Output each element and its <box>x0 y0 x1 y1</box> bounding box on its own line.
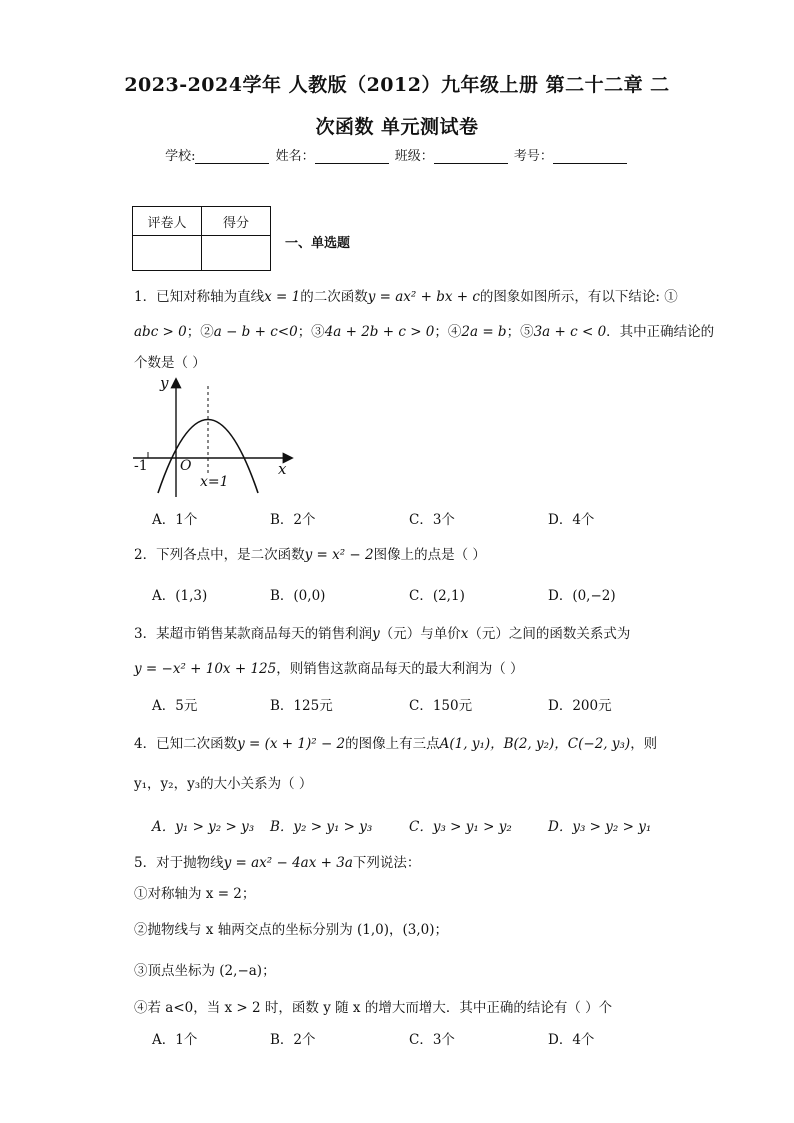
graph-origin-label: O <box>180 458 192 474</box>
class-field[interactable] <box>434 149 508 164</box>
q2-option-b[interactable]: B．(0,0) <box>270 588 326 604</box>
q1-text-a: 1．已知对称轴为直线 <box>134 289 265 305</box>
q1-option-a[interactable]: A．1个 <box>152 512 198 528</box>
q3-option-d[interactable]: D．200元 <box>548 698 612 714</box>
q5-text-a: 5．对于抛物线 <box>134 855 224 871</box>
q1-text-d: ．其中正确结论的 <box>606 324 715 340</box>
q1-c2: a − b + c<0 <box>213 324 298 340</box>
q1-option-b[interactable]: B．2个 <box>270 512 316 528</box>
q1-line3: 个数是（ ） <box>134 355 206 371</box>
q1-option-d[interactable]: D．4个 <box>548 512 595 528</box>
q3-x: x <box>460 626 469 642</box>
q5-statement-4: ④若 a<0，当 x > 2 时，函数 y 随 x 的增大而增大．其中正确的结论有（ ）个 <box>134 1000 613 1016</box>
school-field[interactable] <box>195 149 269 164</box>
graph-neg1-label: -1 <box>134 458 148 474</box>
q3-y: y <box>372 626 380 642</box>
q4-text-b: 的图像上有三点 <box>345 736 440 752</box>
grader-cell[interactable] <box>133 236 202 271</box>
q4-text-c: ，则 <box>630 736 658 752</box>
q3-line1 <box>134 622 630 642</box>
q4-option-a[interactable]: A．y₁ > y₂ > y₃ <box>152 819 255 835</box>
q4-points: A(1, y₁)，B(2, y₂)，C(−2, y₃) <box>439 736 631 752</box>
q4-line2: y₁，y₂，y₃的大小关系为（ ） <box>134 776 313 792</box>
number-label: 考号： <box>513 149 553 164</box>
graph-axis-label: x=1 <box>200 474 229 490</box>
q5-option-b[interactable]: B．2个 <box>270 1032 316 1048</box>
q1-sep1: ；② <box>186 324 214 340</box>
student-info-line <box>0 145 794 164</box>
name-label: 姓名： <box>275 149 315 164</box>
q4-func: y = (x + 1)² − 2 <box>237 736 346 752</box>
q1-text-b: 的二次函数 <box>300 289 368 305</box>
q5-option-c[interactable]: C．3个 <box>409 1032 455 1048</box>
q1-text-c: 的图象如图所示，有以下结论: ① <box>479 289 678 305</box>
q3-text-c: （元）之间的函数关系式为 <box>468 626 631 642</box>
q5-option-d[interactable]: D．4个 <box>548 1032 595 1048</box>
q4-option-c[interactable]: C．y₃ > y₁ > y₂ <box>409 819 512 835</box>
q1-axis-eq: x = 1 <box>264 289 301 305</box>
q5-text-b: 下列说法： <box>352 855 421 871</box>
q4-text-a: 4．已知二次函数 <box>134 736 238 752</box>
q1-line1 <box>134 285 678 305</box>
q1-c3: 4a + 2b + c > 0 <box>324 324 435 340</box>
page-title-line2: 次函数 单元测试卷 <box>315 116 479 138</box>
q1-sep4: ；⑤ <box>506 324 534 340</box>
section-title: 一、单选题 <box>285 236 351 251</box>
name-field[interactable] <box>315 149 389 164</box>
score-header: 得分 <box>202 207 271 236</box>
q2-text-a: 2．下列各点中，是二次函数 <box>134 547 305 563</box>
q5-statement-3: ③顶点坐标为 (2,−a)； <box>134 963 276 979</box>
q1-c4: 2a = b <box>461 324 507 340</box>
q3-option-a[interactable]: A．5元 <box>152 698 198 714</box>
q4-option-b[interactable]: B．y₂ > y₁ > y₃ <box>270 819 373 835</box>
score-table <box>132 206 271 271</box>
q3-text-d: ，则销售这款商品每天的最大利润为（ ） <box>276 661 524 677</box>
q1-func: y = ax² + bx + c <box>367 289 480 305</box>
q2-line1 <box>134 543 486 563</box>
q1-sep2: ；③ <box>297 324 325 340</box>
q3-func: y = −x² + 10x + 125 <box>134 661 277 677</box>
q2-option-c[interactable]: C．(2,1) <box>409 588 465 604</box>
q3-text-a: 3．某超市销售某款商品每天的销售利润 <box>134 626 373 642</box>
q4-line1 <box>134 732 657 752</box>
q5-option-a[interactable]: A．1个 <box>152 1032 198 1048</box>
class-label: 班级： <box>394 149 434 164</box>
number-field[interactable] <box>553 149 627 164</box>
q5-statement-1: ①对称轴为 x = 2； <box>134 886 256 902</box>
school-label: 学校: <box>165 149 196 164</box>
q1-line2 <box>134 320 714 340</box>
q1-c1: abc > 0 <box>134 324 187 340</box>
page-title-line1: 2023-2024学年 人教版（2012）九年级上册 第二十二章 二 <box>124 74 670 96</box>
q3-line2 <box>134 657 524 677</box>
q5-statement-2: ②抛物线与 x 轴两交点的坐标分别为 (1,0)，(3,0)； <box>134 922 448 938</box>
q2-text-b: 图像上的点是（ ） <box>373 547 486 563</box>
graph-x-label: x <box>278 460 287 478</box>
q1-c5: 3a + c < 0 <box>533 324 607 340</box>
grader-header: 评卷人 <box>133 207 202 236</box>
q1-parabola-graph <box>128 372 303 502</box>
q2-option-a[interactable]: A．(1,3) <box>152 588 208 604</box>
q2-option-d[interactable]: D．(0,−2) <box>548 588 616 604</box>
graph-y-label: y <box>160 374 169 392</box>
q1-sep3: ；④ <box>434 324 462 340</box>
q1-option-c[interactable]: C．3个 <box>409 512 455 528</box>
q5-func: y = ax² − 4ax + 3a <box>223 855 353 871</box>
q4-option-d[interactable]: D．y₃ > y₂ > y₁ <box>548 819 652 835</box>
q3-option-b[interactable]: B．125元 <box>270 698 333 714</box>
q3-text-b: （元）与单价 <box>379 626 461 642</box>
score-cell[interactable] <box>202 236 271 271</box>
q2-func: y = x² − 2 <box>304 547 374 563</box>
q5-line1 <box>134 851 420 871</box>
q3-option-c[interactable]: C．150元 <box>409 698 473 714</box>
